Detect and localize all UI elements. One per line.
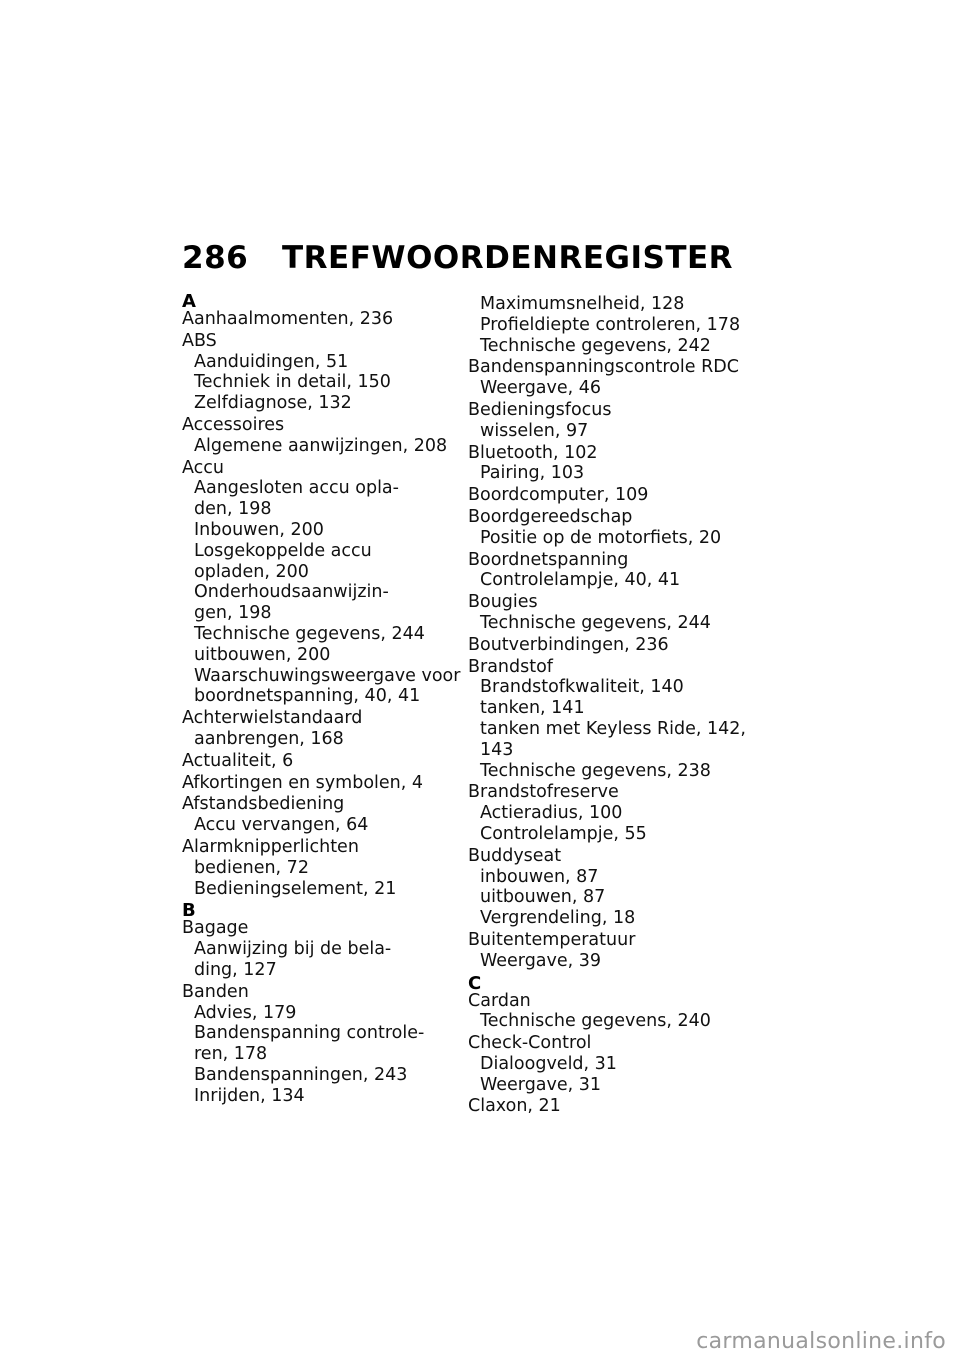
index-subentry: aanbrengen, 168	[194, 728, 344, 749]
index-entry	[468, 550, 758, 592]
index-subentry: bedienen, 72	[194, 857, 309, 878]
index-entry	[468, 991, 758, 1033]
index-term: Bandenspanningscontrole RDC	[468, 357, 739, 378]
index-subentry: Aanwijzing bij de bela-	[194, 939, 392, 960]
index-subentry: Bandenspanning controle-	[194, 1023, 425, 1044]
index-entry	[468, 357, 758, 399]
index-term: Boordnetspanning	[468, 549, 629, 570]
index-subentry: Techniek in detail, 150	[194, 372, 391, 393]
index-letter-group	[182, 900, 452, 1106]
page-number: 286	[182, 240, 249, 276]
index-term: Aanhaalmomenten, 236	[182, 309, 394, 329]
index-column-left	[182, 291, 461, 1107]
index-entry	[468, 846, 758, 929]
page-header	[182, 240, 733, 276]
index-subentry: Controlelampje, 55	[480, 823, 647, 844]
watermark: carmanualsonline.info	[696, 1329, 946, 1354]
index-subentry: tanken met Keyless Ride, 142,	[480, 718, 746, 739]
index-subentry: Vergrendeling, 18	[480, 908, 636, 929]
index-term: ABS	[182, 330, 217, 351]
index-subentry: Losgekoppelde accu	[194, 540, 372, 561]
index-entry	[182, 331, 452, 414]
index-term: Afkortingen en symbolen, 4	[182, 772, 424, 793]
index-subentry: Positie op de motorfiets, 20	[480, 527, 722, 548]
index-entry	[468, 507, 758, 549]
index-subentry: den, 198	[194, 499, 272, 520]
index-subentry: 143	[480, 739, 514, 760]
index-subentry: Controlelampje, 40, 41	[480, 570, 681, 591]
index-subentry: Technische gegevens, 238	[480, 760, 711, 781]
index-term: Bougies	[468, 592, 538, 613]
index-entry	[182, 837, 452, 899]
index-subentry: ding, 127	[194, 959, 277, 980]
index-entry	[468, 782, 758, 844]
index-entry	[182, 309, 452, 330]
index-entry	[182, 751, 452, 772]
index-term: Banden	[182, 981, 249, 1002]
index-entry	[468, 930, 758, 972]
index-entry	[182, 982, 452, 1107]
index-subentry: Weergave, 39	[480, 950, 602, 971]
index-column-right	[468, 294, 758, 1118]
index-subentry: Actieradius, 100	[480, 803, 623, 824]
index-term: Alarmknipperlichten	[182, 836, 359, 857]
index-subentry: Dialoogveld, 31	[480, 1053, 617, 1074]
index-section-letter: B	[182, 900, 196, 922]
index-letter-group	[468, 972, 758, 1118]
index-term: Boutverbindingen, 236	[468, 634, 669, 655]
index-term: Boordgereedschap	[468, 506, 633, 527]
index-subentry: Weergave, 31	[480, 1074, 602, 1095]
index-subentry: Maximumsnelheid, 128	[480, 294, 685, 314]
index-letter-group	[468, 294, 758, 972]
index-subentry: uitbouwen, 200	[194, 644, 331, 665]
index-entry	[468, 635, 758, 656]
index-term: Brandstof	[468, 656, 553, 677]
index-subentry: wisselen, 97	[480, 420, 589, 441]
index-subentry: ren, 178	[194, 1044, 268, 1065]
index-subentry: opladen, 200	[194, 561, 309, 582]
index-subentry: Brandstofkwaliteit, 140	[480, 677, 684, 698]
index-subentry: Technische gegevens, 244	[194, 623, 425, 644]
index-subentry: Onderhoudsaanwijzin-	[194, 582, 389, 603]
index-subentry: Advies, 179	[194, 1002, 297, 1023]
index-entry	[182, 708, 452, 750]
index-subentry: Zelfdiagnose, 132	[194, 393, 352, 414]
index-subentry: Aanduidingen, 51	[194, 351, 349, 372]
index-term: Claxon, 21	[468, 1096, 561, 1117]
index-subentry: Technische gegevens, 242	[480, 335, 711, 356]
index-entry	[468, 485, 758, 506]
index-term: Bagage	[182, 918, 249, 939]
index-term: Actualiteit, 6	[182, 750, 294, 771]
index-entry	[468, 400, 758, 442]
index-subentry: Inbouwen, 200	[194, 519, 324, 540]
index-subentry: Algemene aanwijzingen, 208	[194, 435, 448, 456]
index-term: Afstandsbediening	[182, 794, 345, 815]
index-entry	[468, 1033, 758, 1095]
index-subentry: Pairing, 103	[480, 463, 585, 484]
page-title: TREFWOORDENREGISTER	[282, 240, 734, 276]
index-subentry: Bandenspanningen, 243	[194, 1064, 408, 1085]
index-subentry: boordnetspanning, 40, 41	[194, 686, 421, 707]
index-entry	[468, 657, 758, 782]
index-subentry: Technische gegevens, 244	[480, 612, 711, 633]
index-subentry: Aangesloten accu opla-	[194, 478, 399, 499]
index-term: Bluetooth, 102	[468, 442, 598, 463]
index-term: Check-Control	[468, 1033, 592, 1054]
index-entry	[468, 1096, 758, 1117]
index-subentry: Inrijden, 134	[194, 1085, 305, 1106]
index-subentry: Waarschuwingsweergave voor	[194, 665, 461, 686]
index-section-letter: C	[468, 972, 482, 994]
index-term: Buddyseat	[468, 845, 562, 866]
index-entry	[468, 443, 758, 485]
index-subentry: uitbouwen, 87	[480, 887, 606, 908]
index-term: Cardan	[468, 990, 531, 1011]
index-section-letter: A	[182, 291, 196, 312]
index-letter-group	[182, 291, 461, 899]
index-subentry: gen, 198	[194, 603, 272, 624]
index-subentry: Accu vervangen, 64	[194, 815, 369, 836]
index-term: Buitentemperatuur	[468, 929, 636, 950]
index-term: Accessoires	[182, 414, 285, 435]
index-subentry: Weergave, 46	[480, 378, 602, 399]
index-term: Boordcomputer, 109	[468, 485, 649, 506]
index-subentry: tanken, 141	[480, 698, 585, 719]
index-entry	[182, 457, 461, 708]
index-term: Achterwielstandaard	[182, 708, 363, 729]
index-entry	[468, 592, 758, 634]
index-term: Bedieningsfocus	[468, 399, 612, 420]
index-term: Brandstofreserve	[468, 782, 619, 803]
index-term: Accu	[182, 457, 224, 478]
index-subentry: Bedieningselement, 21	[194, 878, 397, 899]
index-entry	[182, 773, 452, 794]
index-entry	[182, 918, 452, 980]
index-entry	[182, 415, 452, 457]
index-subentry: inbouwen, 87	[480, 866, 599, 887]
index-entry	[182, 794, 452, 836]
index-subentry: Profieldiepte controleren, 178	[480, 314, 741, 335]
index-entry	[468, 294, 758, 356]
index-subentry: Technische gegevens, 240	[480, 1011, 711, 1032]
